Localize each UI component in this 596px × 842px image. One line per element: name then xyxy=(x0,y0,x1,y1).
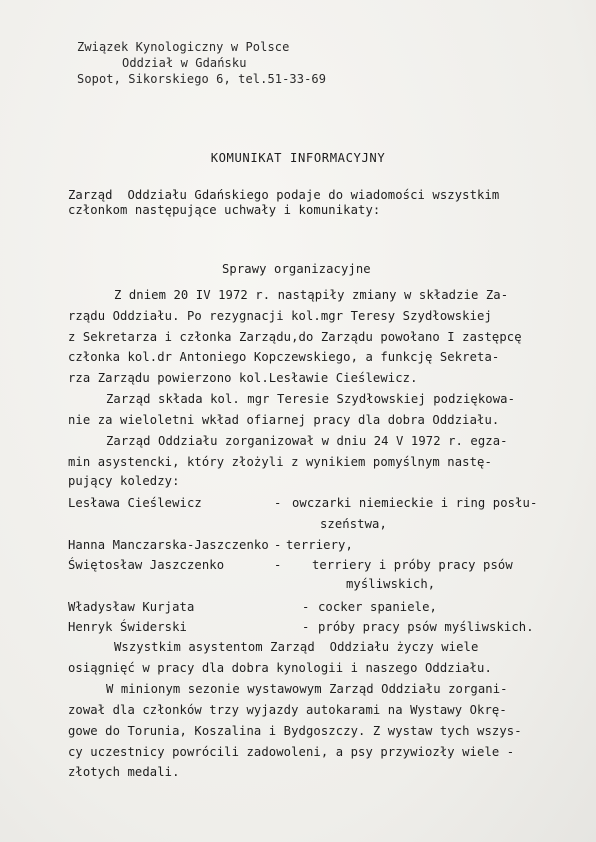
intro-line-1: Zarząd Oddziału Gdańskiego podaje do wiadomości wszystkim xyxy=(68,188,500,202)
closing-line: zował dla członków trzy wyjazdy autokarami na Wystawy Okrę- xyxy=(68,703,507,717)
assistant-spec: myśliwskich, xyxy=(346,577,436,591)
body-line: członka kol.dr Antoniego Kopczewskiego, a funkcję Sekreta- xyxy=(68,350,500,364)
closing-line: osiągnięć w pracy dla dobra kynologii i naszego Oddziału. xyxy=(68,661,492,675)
assistant-spec: owczarki niemieckie i ring posłu- xyxy=(292,496,538,510)
closing-line: gowe do Torunia, Koszalina i Bydgoszczy. Z wystaw tych wszys- xyxy=(68,724,522,738)
body-line: Zarząd składa kol. mgr Teresie Szydłowskiej podziękowa- xyxy=(106,392,516,406)
assistant-name: Władysław Kurjata xyxy=(68,600,195,614)
closing-line: cy uczestnicy powrócili zadowoleni, a psy przywiozły wiele - xyxy=(68,745,515,759)
body-line: nie za wieloletni wkład ofiarnej pracy dla dobra Oddziału. xyxy=(68,413,500,427)
body-line: Z dniem 20 IV 1972 r. nastąpiły zmiany w składzie Za- xyxy=(114,288,509,302)
body-line: rza Zarządu powierzono kol.Lesławie Cieślewicz. xyxy=(68,371,418,385)
assistant-dash: - xyxy=(302,600,310,614)
body-line: pujący koledzy: xyxy=(68,474,180,488)
closing-line: W minionym sezonie wystawowym Zarząd Oddziału zorgani- xyxy=(106,682,508,696)
closing-line: złotych medali. xyxy=(68,765,180,779)
assistant-spec: cocker spaniele, xyxy=(318,600,437,614)
body-line: Zarząd Oddziału zorganizował w dniu 24 V 1972 r. egza- xyxy=(106,434,508,448)
assistant-dash: - xyxy=(274,496,282,510)
assistant-dash: - xyxy=(274,538,282,552)
org-address: Sopot, Sikorskiego 6, tel.51-33-69 xyxy=(77,72,327,86)
closing-line: Wszystkim asystentom Zarząd Oddziału życzy wiele xyxy=(114,640,479,654)
assistant-spec: szeństwa, xyxy=(320,517,387,531)
org-name: Związek Kynologiczny w Polsce xyxy=(77,40,290,54)
intro-line-2: członkom następujące uchwały i komunikaty: xyxy=(68,203,381,217)
assistant-name: Henryk Świderski xyxy=(68,620,187,634)
body-line: min asystencki, który złożyli z wynikiem pomyślnym nastę- xyxy=(68,455,492,469)
assistant-name: Lesława Cieślewicz xyxy=(68,496,202,510)
body-line: z Sekretarza i członka Zarządu,do Zarządu powołano I zastępcę xyxy=(68,330,522,344)
assistant-name: Hanna Manczarska-Jaszczenko xyxy=(68,538,269,552)
assistant-name: Świętosław Jaszczenko xyxy=(68,558,225,572)
assistant-spec: terriery, xyxy=(286,538,353,552)
assistant-dash: - xyxy=(274,558,282,572)
body-line: rządu Oddziału. Po rezygnacji kol.mgr Teresy Szydłowskiej xyxy=(68,309,492,323)
section-title: Sprawy organizacyjne xyxy=(222,262,371,276)
assistant-spec: próby pracy psów myśliwskich. xyxy=(318,620,534,634)
branch-name: Oddział w Gdańsku xyxy=(122,56,247,70)
document-title: KOMUNIKAT INFORMACYJNY xyxy=(210,151,386,165)
assistant-dash: - xyxy=(302,620,310,634)
assistant-spec: terriery i próby pracy psów xyxy=(312,558,513,572)
